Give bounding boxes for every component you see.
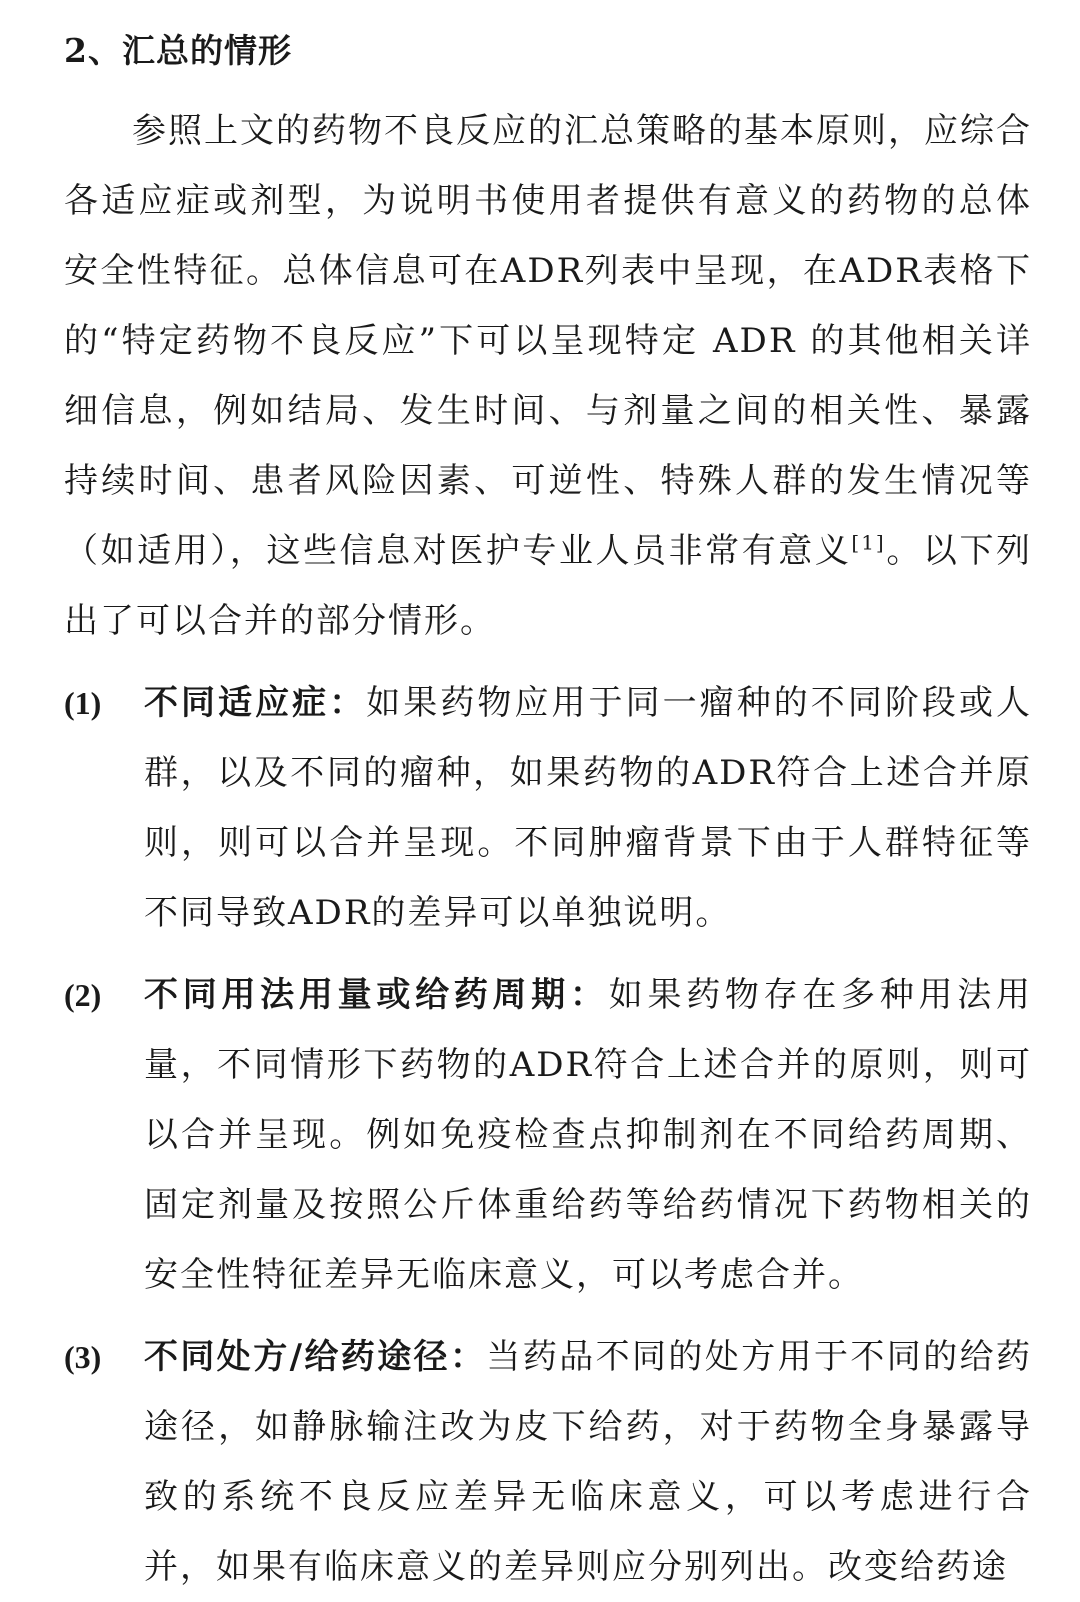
list-item-body (144, 1322, 1032, 1602)
list-item-body (144, 668, 1032, 948)
list-item-number: (3) (64, 1339, 102, 1375)
list-item-title: 不同适应症： (144, 683, 367, 723)
reference-marker: [1] (851, 530, 886, 555)
list-item-title: 不同处方/给药途径： (144, 1337, 487, 1377)
intro-text: 参照上文的药物不良反应的汇总策略的基本原则，应综合各适应症或剂型，为说明书使用者提供有意义的药物的总体安全性特征。总体信息可在ADR列表中呈现，在ADR表格下的“特定药物不良反应”下可以呈现特定 ADR 的其他相关详细信息，例如结局、发生时间、与剂量之间的相关性、暴露持续时间、患者风险因素、可逆性、特殊人群的发生情况等（如适用），这些信息对医护专业人员非常有意义 (64, 111, 1032, 571)
list-item-text: 如果药物应用于同一瘤种的不同阶段或人群，以及不同的瘤种，如果药物的ADR符合上述合并原则，则可以合并呈现。不同肿瘤背景下由于人群特征等不同导致ADR的差异可以单独说明。 (144, 683, 1033, 933)
intro-text-end: 。以下列出了可以合并的部分情形。 (64, 531, 1033, 641)
list-item-number: (2) (64, 977, 102, 1013)
list-item (64, 960, 1032, 1310)
intro-paragraph (64, 96, 1032, 656)
list-item-body (144, 960, 1032, 1310)
list-item-title: 不同用法用量或给药周期： (144, 975, 609, 1015)
section-heading: 2、汇总的情形 (64, 31, 292, 70)
list-item (64, 1322, 1032, 1602)
list-item-text: 当药品不同的处方用于不同的给药途径，如静脉输注改为皮下给药，对于药物全身暴露导致的系统不良反应差异无临床意义，可以考虑进行合并，如果有临床意义的差异则应分别列出。改变给药途 (144, 1337, 1033, 1587)
list-item-text: 如果药物存在多种用法用量，不同情形下药物的ADR符合上述合并的原则，则可以合并呈现。例如免疫检查点抑制剂在不同给药周期、固定剂量及按照公斤体重给药等给药情况下药物相关的安全性特征差异无临床意义，可以考虑合并。 (144, 975, 1033, 1295)
list-item (64, 668, 1032, 948)
list-item-number: (1) (64, 685, 102, 721)
